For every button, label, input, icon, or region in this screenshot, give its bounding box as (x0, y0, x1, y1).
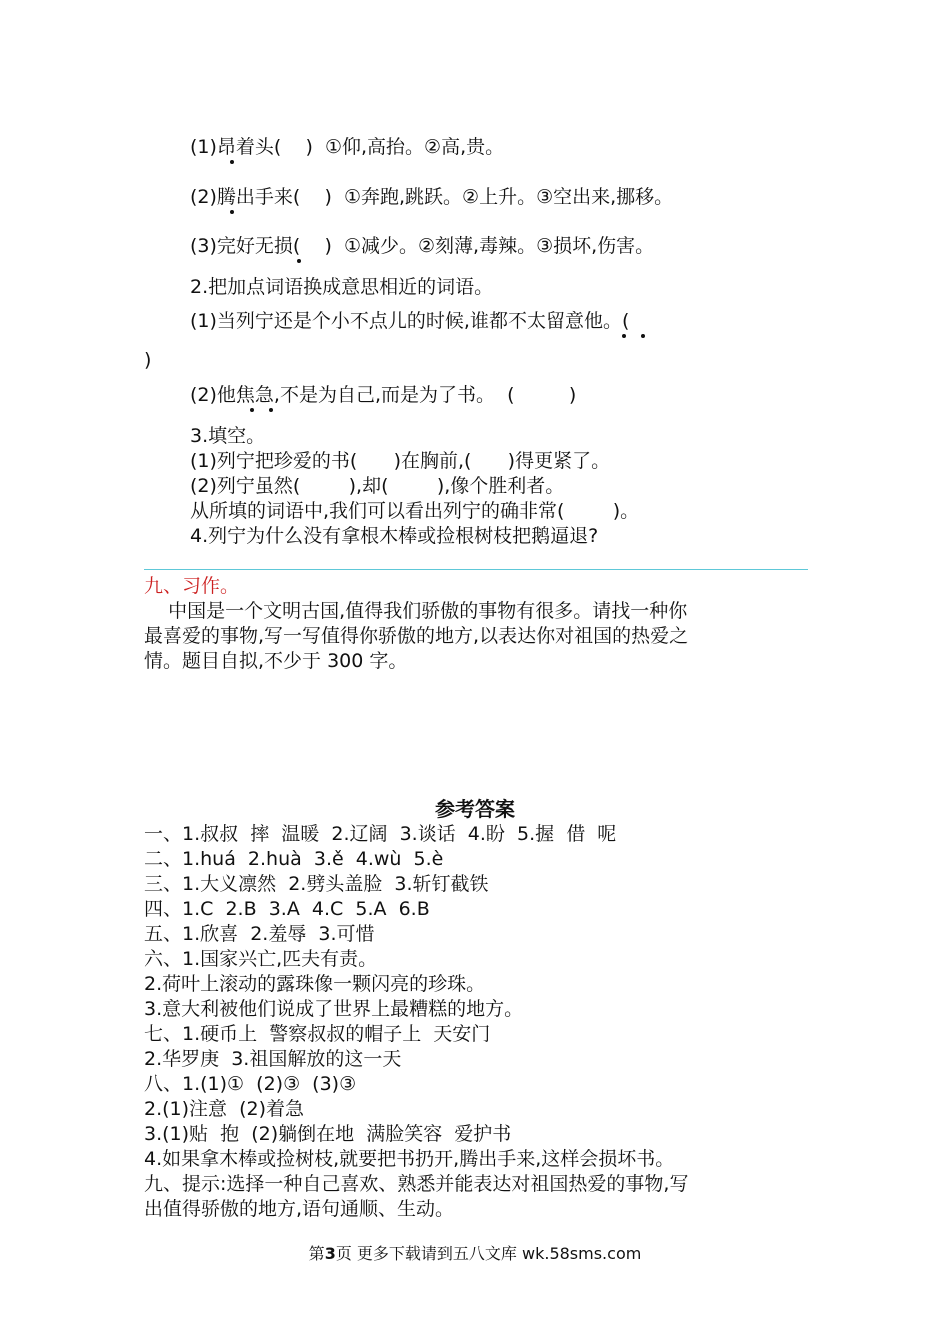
section9-body-line: 情。题目自拟,不少于 300 字。 (144, 650, 408, 672)
q1-item-3: (3)完好无损( ) ①减少。②刻薄,毒辣。③损坏,伤害。 (190, 235, 655, 257)
section-divider (144, 569, 808, 570)
emphasis-dot (297, 259, 301, 263)
q3-item-2: (2)列宁虽然( ),却( ),像个胜利者。 (190, 475, 565, 497)
answer-line: 六、1.国家兴亡,匹夫有责。 (144, 948, 378, 970)
answer-line: 3.(1)贴 抱 (2)躺倒在地 满脸笑容 爱护书 (144, 1123, 512, 1145)
q2-title: 2.把加点词语换成意思相近的词语。 (190, 276, 494, 298)
footer-prefix: 第 (308, 1244, 325, 1263)
answer-line: 2.(1)注意 (2)着急 (144, 1098, 305, 1120)
q2-item-1-continued: ) (144, 349, 152, 371)
emphasis-dot (230, 210, 234, 214)
page-footer (0, 1243, 950, 1265)
page-number: 3 (324, 1244, 336, 1263)
q3-title: 3.填空。 (190, 425, 266, 447)
answer-line: 八、1.(1)① (2)③ (3)③ (144, 1073, 357, 1095)
section9-body-line: 最喜爱的事物,写一写值得你骄傲的地方,以表达你对祖国的热爱之 (144, 625, 689, 647)
answer-line: 四、1.C 2.B 3.A 4.C 5.A 6.B (144, 898, 430, 920)
emphasis-dot (250, 408, 254, 412)
q3-item-3: 从所填的词语中,我们可以看出列宁的确非常( )。 (190, 500, 640, 522)
emphasis-dot (622, 334, 626, 338)
answer-line: 2.华罗庚 3.祖国解放的这一天 (144, 1048, 402, 1070)
section9-heading: 九、习作。 (144, 575, 240, 597)
q1-item-1: (1)昂着头( ) ①仰,高抬。②高,贵。 (190, 136, 505, 158)
answer-line: 4.如果拿木棒或捡树枝,就要把书扔开,腾出手来,这样会损坏书。 (144, 1148, 675, 1170)
section9-body-line: 中国是一个文明古国,值得我们骄傲的事物有很多。请找一种你 (144, 600, 688, 622)
answer-line: 2.荷叶上滚动的露珠像一颗闪亮的珍珠。 (144, 973, 486, 995)
answer-line: 三、1.大义凛然 2.劈头盖脸 3.斩钉截铁 (144, 873, 489, 895)
answer-line: 出值得骄傲的地方,语句通顺、生动。 (144, 1198, 455, 1220)
emphasis-dot (269, 408, 273, 412)
answer-line: 一、1.叔叔 摔 温暖 2.辽阔 3.谈话 4.盼 5.握 借 呢 (144, 823, 617, 845)
q4: 4.列宁为什么没有拿根木棒或捡根树枝把鹅逼退? (190, 525, 599, 547)
footer-suffix: 页 更多下载请到五八文库 wk.58sms.com (335, 1244, 642, 1263)
answer-line: 七、1.硬币上 警察叔叔的帽子上 天安门 (144, 1023, 491, 1045)
answer-line: 3.意大利被他们说成了世界上最糟糕的地方。 (144, 998, 524, 1020)
emphasis-dot (230, 160, 234, 164)
q2-item-1: (1)当列宁还是个小不点儿的时候,谁都不太留意他。( (190, 310, 630, 332)
q3-item-1: (1)列宁把珍爱的书( )在胸前,( )得更紧了。 (190, 450, 611, 472)
q2-item-2: (2)他焦急,不是为自己,而是为了书。 ( ) (190, 384, 577, 406)
answer-line: 五、1.欣喜 2.羞辱 3.可惜 (144, 923, 375, 945)
answer-line: 二、1.huá 2.huà 3.ě 4.wù 5.è (144, 848, 444, 870)
emphasis-dot (641, 334, 645, 338)
q1-item-2: (2)腾出手来( ) ①奔跑,跳跃。②上升。③空出来,挪移。 (190, 186, 674, 208)
answers-heading: 参考答案 (435, 797, 515, 821)
answer-line: 九、提示:选择一种自己喜欢、熟悉并能表达对祖国热爱的事物,写 (144, 1173, 689, 1195)
